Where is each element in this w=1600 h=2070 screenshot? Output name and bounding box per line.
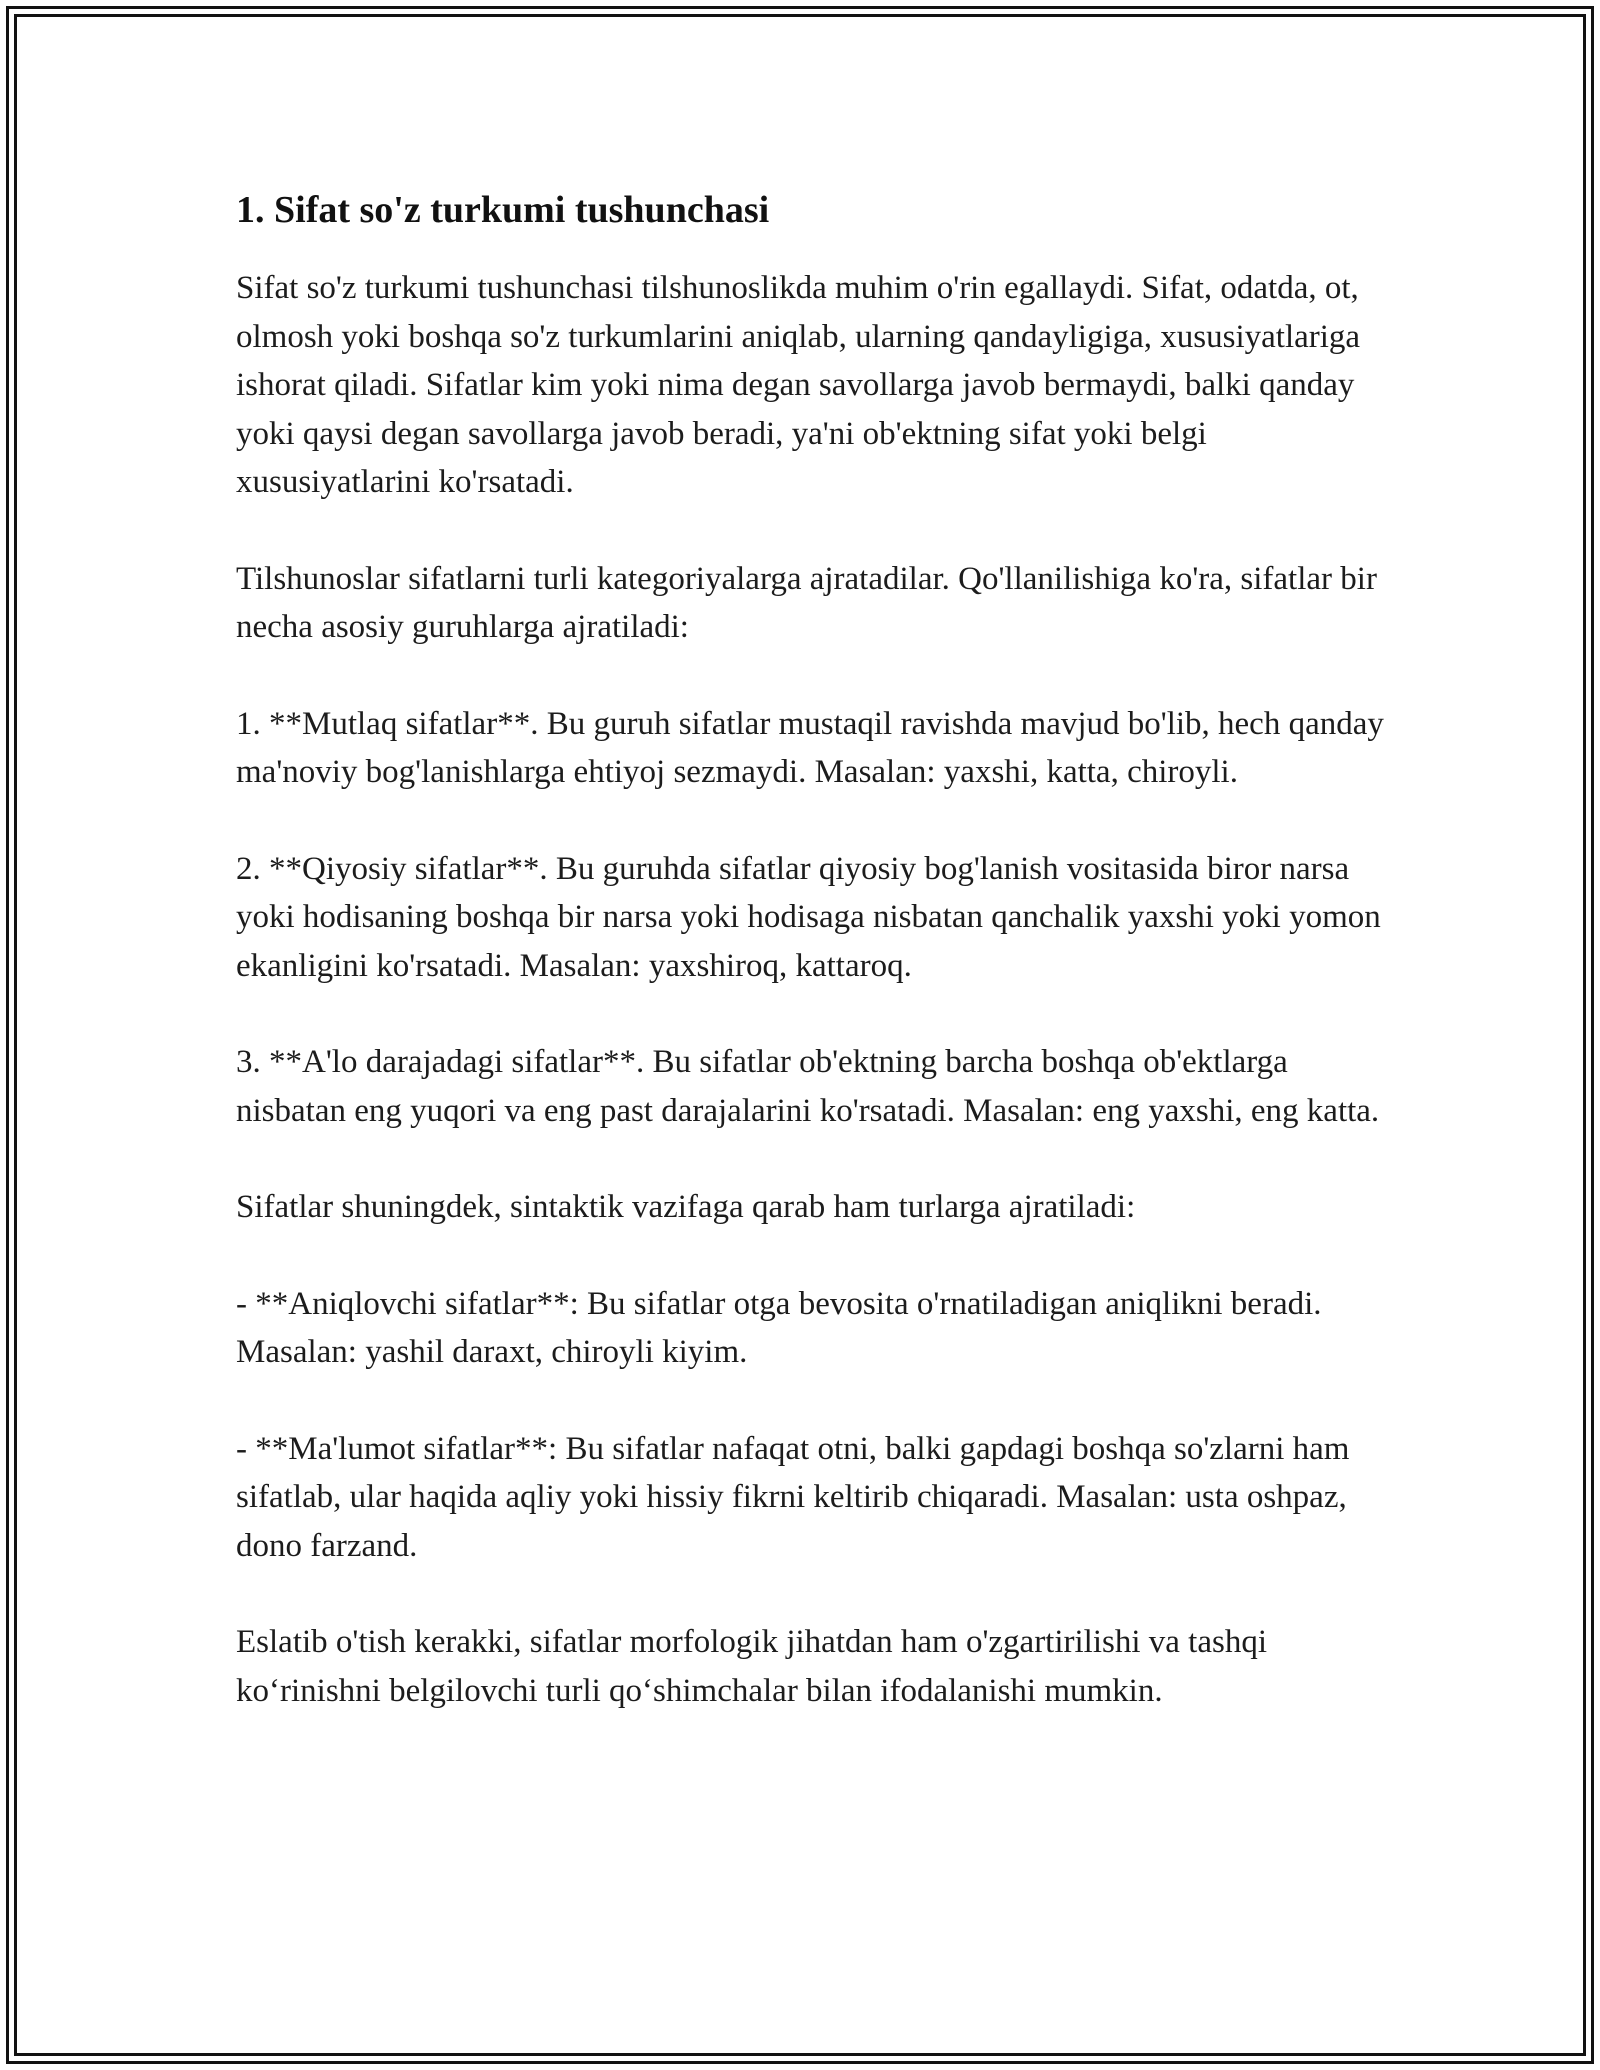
document-body: [236, 186, 1386, 1763]
list-item-comparative-adjectives: 2. **Qiyosiy sifatlar**. Bu guruhda sifatlar qiyosiy bog'lanish vositasida biror narsa yoki hodisaning boshqa bir narsa yoki hodisaga nisbatan qanchalik yaxshi yoki yomon ekanligini ko'rsatadi. Masalan: yaxshiroq, kattaroq.: [236, 850, 1381, 984]
paragraph-categories: Tilshunoslar sifatlarni turli kategoriyalarga ajratadilar. Qo'llanilishiga ko'ra, sifatlar bir necha asosiy guruhlarga ajratiladi:: [236, 560, 1377, 645]
list-item-superlative-adjectives: 3. **A'lo darajadagi sifatlar**. Bu sifatlar ob'ektning barcha boshqa ob'ektlarga nisbatan eng yuqori va eng past darajalarini ko'rsatadi. Masalan: eng yaxshi, eng katta.: [236, 1044, 1380, 1129]
paragraph-conclusion: Eslatib o'tish kerakki, sifatlar morfologik jihatdan ham o'zgartirilishi va tashqi ko‘rinishni belgilovchi turli qo‘shimchalar bilan ifodalanishi mumkin.: [236, 1624, 1267, 1709]
list-item-informational-adjectives: - **Ma'lumot sifatlar**: Bu sifatlar nafaqat otni, balki gapdagi boshqa so'zlarni ham sifatlab, ular haqida aqliy yoki hissiy fikrni keltirib chiqaradi. Masalan: usta oshpaz, dono farzand.: [236, 1430, 1350, 1564]
section-heading: 1. Sifat so'z turkumi tushunchasi: [236, 189, 770, 231]
list-item-attributive-adjectives: - **Aniqlovchi sifatlar**: Bu sifatlar otga bevosita o'rnatiladigan aniqlikni beradi. Masalan: yashil daraxt, chiroyli kiyim.: [236, 1285, 1322, 1370]
paragraph-intro: Sifat so'z turkumi tushunchasi tilshunoslikda muhim o'rin egallaydi. Sifat, odatda, ot, olmosh yoki boshqa so'z turkumlarini aniqlab, ularning qandayligiga, xususiyatlariga ishorat qiladi. Sifatlar kim yoki nima degan savollarga javob bermaydi, balki qanday yoki qaysi degan savollarga javob beradi, ya'ni ob'ektning sifat yoki belgi xususiyatlarini ko'rsatadi.: [236, 270, 1361, 500]
paragraph-syntactic: Sifatlar shuningdek, sintaktik vazifaga qarab ham turlarga ajratiladi:: [236, 1189, 1136, 1225]
list-item-absolute-adjectives: 1. **Mutlaq sifatlar**. Bu guruh sifatlar mustaqil ravishda mavjud bo'lib, hech qanday ma'noviy bog'lanishlarga ehtiyoj sezmaydi. Masalan: yaxshi, katta, chiroyli.: [236, 705, 1384, 790]
